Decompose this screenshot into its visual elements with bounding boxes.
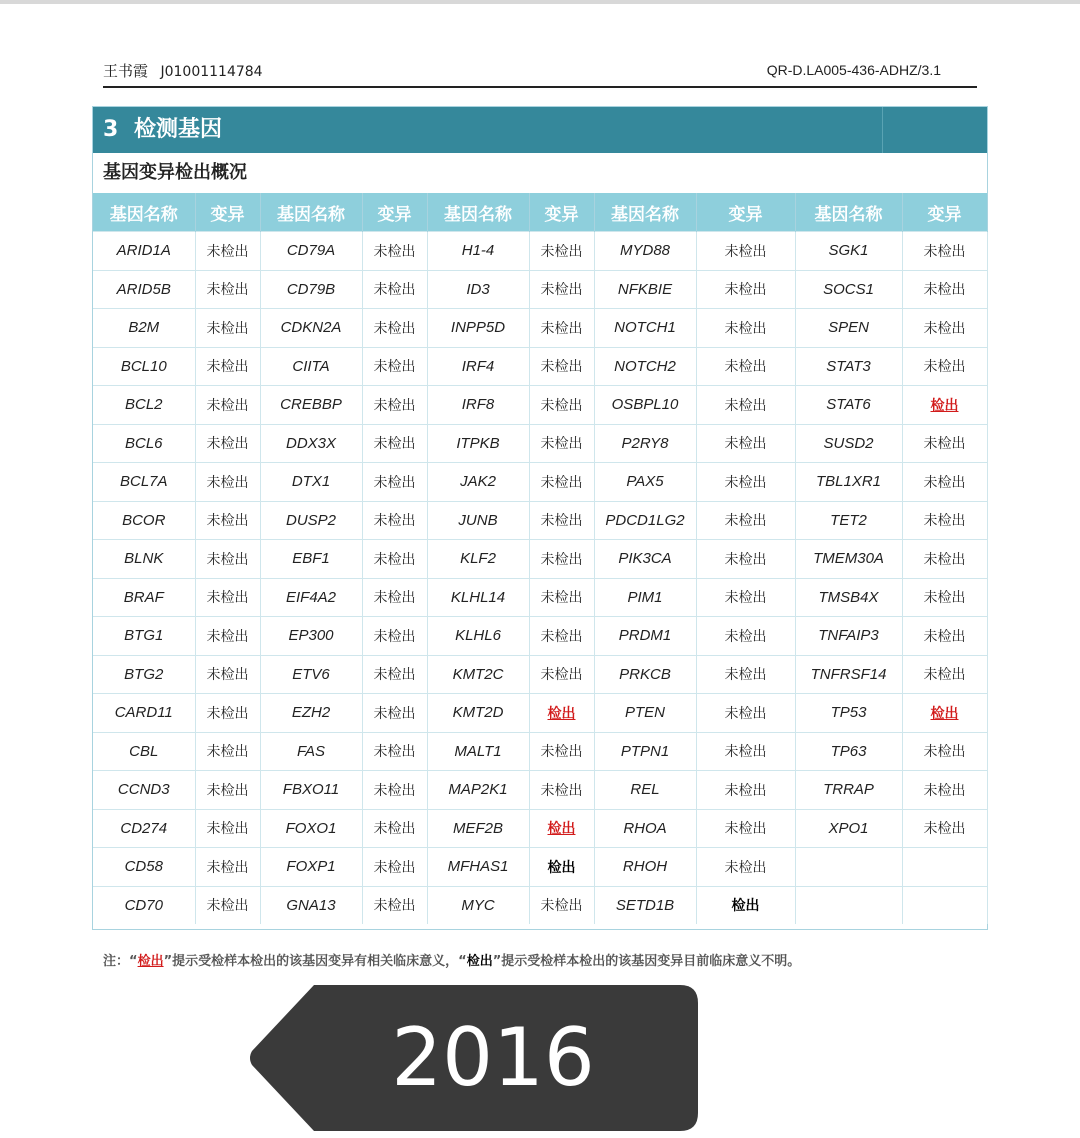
year-label: 2016 [391, 1011, 595, 1104]
section-subtitle: 基因变异检出概况 [103, 162, 247, 183]
variant-status-cell: 未检出 [362, 886, 427, 924]
footnote: 注：“检出”提示受检样本检出的该基因变异有相关临床意义，“检出”提示受检样本检出的该基因变异目前临床意义不明。 [103, 954, 801, 969]
gene-name-cell: MALT1 [427, 732, 529, 771]
gene-name-cell: H1-4 [427, 232, 529, 271]
gene-name-cell: KLHL6 [427, 617, 529, 656]
gene-name-cell: ETV6 [260, 655, 362, 694]
gene-name-cell: OSBPL10 [594, 386, 696, 425]
top-divider [0, 0, 1080, 4]
header-gene-name: 基因名称 [260, 193, 362, 232]
gene-name-cell: EBF1 [260, 540, 362, 579]
variant-status-cell: 未检出 [362, 270, 427, 309]
table-row [93, 540, 987, 579]
variant-status-cell: 未检出 [195, 501, 260, 540]
gene-name-cell: BTG1 [93, 617, 195, 656]
variant-status-cell: 未检出 [696, 501, 795, 540]
gene-name-cell: MYC [427, 886, 529, 924]
variant-status-cell: 未检出 [529, 463, 594, 502]
gene-name-cell: TMSB4X [795, 578, 902, 617]
gene-name-cell: TP63 [795, 732, 902, 771]
gene-name-cell: INPP5D [427, 309, 529, 348]
gene-name-cell: FOXP1 [260, 848, 362, 887]
gene-name-cell: GNA13 [260, 886, 362, 924]
header-variant: 变异 [696, 193, 795, 232]
gene-name-cell: EIF4A2 [260, 578, 362, 617]
gene-name-cell [795, 886, 902, 924]
header-gene-name: 基因名称 [93, 193, 195, 232]
gene-name-cell: TRRAP [795, 771, 902, 810]
variant-status-cell: 检出 [902, 694, 987, 733]
gene-name-cell [795, 848, 902, 887]
variant-status-cell: 未检出 [529, 424, 594, 463]
variant-status-cell: 未检出 [529, 347, 594, 386]
year-scroll-overlay[interactable] [248, 985, 698, 1131]
gene-name-cell: MFHAS1 [427, 848, 529, 887]
gene-name-cell: CD79B [260, 270, 362, 309]
gene-name-cell: FAS [260, 732, 362, 771]
gene-name-cell: BCL10 [93, 347, 195, 386]
variant-status-cell: 未检出 [696, 771, 795, 810]
gene-name-cell: BLNK [93, 540, 195, 579]
gene-name-cell: NOTCH2 [594, 347, 696, 386]
variant-status-cell: 未检出 [902, 540, 987, 579]
gene-name-cell: TNFAIP3 [795, 617, 902, 656]
gene-name-cell: P2RY8 [594, 424, 696, 463]
variant-status-cell: 检出 [529, 848, 594, 887]
variant-status-cell: 未检出 [696, 347, 795, 386]
gene-name-cell: ARID5B [93, 270, 195, 309]
variant-status-cell: 未检出 [195, 655, 260, 694]
table-row [93, 655, 987, 694]
sample-id: J01001114784 [160, 64, 263, 80]
variant-status-cell: 未检出 [696, 809, 795, 848]
variant-status-cell: 未检出 [902, 424, 987, 463]
gene-name-cell: REL [594, 771, 696, 810]
table-row [93, 848, 987, 887]
table-row [93, 232, 987, 271]
gene-name-cell: SUSD2 [795, 424, 902, 463]
variant-status-cell: 未检出 [902, 771, 987, 810]
table-row [93, 694, 987, 733]
gene-name-cell: RHOA [594, 809, 696, 848]
variant-status-cell: 未检出 [902, 347, 987, 386]
gene-name-cell: DTX1 [260, 463, 362, 502]
gene-name-cell: PRKCB [594, 655, 696, 694]
gene-name-cell: BRAF [93, 578, 195, 617]
variant-status-cell: 未检出 [362, 309, 427, 348]
variant-status-cell: 未检出 [529, 617, 594, 656]
gene-name-cell: EP300 [260, 617, 362, 656]
table-body [93, 232, 987, 925]
variant-status-cell: 未检出 [195, 617, 260, 656]
variant-status-cell: 未检出 [696, 270, 795, 309]
section-title: 检测基因 [133, 117, 222, 142]
gene-name-cell: SPEN [795, 309, 902, 348]
gene-name-cell: IRF8 [427, 386, 529, 425]
variant-status-cell: 未检出 [902, 501, 987, 540]
variant-status-cell: 未检出 [529, 501, 594, 540]
gene-name-cell: SOCS1 [795, 270, 902, 309]
variant-status-cell: 未检出 [195, 424, 260, 463]
variant-status-cell: 未检出 [362, 655, 427, 694]
header-variant: 变异 [362, 193, 427, 232]
variant-status-cell: 未检出 [529, 270, 594, 309]
variant-status-cell: 未检出 [696, 424, 795, 463]
variant-status-cell: 未检出 [195, 540, 260, 579]
gene-name-cell: CD58 [93, 848, 195, 887]
variant-status-cell [902, 848, 987, 887]
table-row [93, 347, 987, 386]
variant-status-cell: 未检出 [696, 655, 795, 694]
variant-status-cell: 检出 [529, 694, 594, 733]
variant-status-cell: 检出 [902, 386, 987, 425]
gene-name-cell: KLF2 [427, 540, 529, 579]
variant-status-cell: 未检出 [362, 424, 427, 463]
patient-name: 王书霞 [103, 62, 149, 80]
note-red-text: 提示受检样本检出的该基因变异有相关临床意义， [172, 954, 459, 969]
gene-name-cell: FBXO11 [260, 771, 362, 810]
variant-status-cell: 检出 [529, 809, 594, 848]
header-variant: 变异 [902, 193, 987, 232]
variant-status-cell: 未检出 [362, 232, 427, 271]
variant-status-cell: 未检出 [529, 540, 594, 579]
variant-status-cell: 未检出 [362, 771, 427, 810]
gene-name-cell: PIK3CA [594, 540, 696, 579]
gene-name-cell: PRDM1 [594, 617, 696, 656]
gene-name-cell: JUNB [427, 501, 529, 540]
header-gene-name: 基因名称 [594, 193, 696, 232]
variant-status-cell: 未检出 [902, 732, 987, 771]
document-code: QR-D.LA005-436-ADHZ/3.1 [766, 62, 941, 78]
note-black-text: 提示受检样本检出的该基因变异目前临床意义不明。 [501, 954, 801, 969]
table-row [93, 386, 987, 425]
gene-name-cell: CARD11 [93, 694, 195, 733]
table-row [93, 617, 987, 656]
gene-name-cell: B2M [93, 309, 195, 348]
gene-name-cell: SGK1 [795, 232, 902, 271]
variant-status-cell: 未检出 [529, 386, 594, 425]
gene-name-cell: DDX3X [260, 424, 362, 463]
variant-status-cell: 未检出 [195, 886, 260, 924]
detected-genes-section [92, 106, 988, 930]
gene-name-cell: KLHL14 [427, 578, 529, 617]
variant-status-cell: 未检出 [362, 540, 427, 579]
table-row [93, 886, 987, 924]
patient-info [103, 60, 263, 81]
table-row [93, 463, 987, 502]
gene-name-cell: JAK2 [427, 463, 529, 502]
variant-status-cell: 未检出 [529, 732, 594, 771]
gene-name-cell: TMEM30A [795, 540, 902, 579]
variant-status-cell: 未检出 [529, 886, 594, 924]
variant-status-cell: 未检出 [362, 501, 427, 540]
variant-status-cell: 未检出 [195, 809, 260, 848]
gene-name-cell: CD79A [260, 232, 362, 271]
variant-status-cell: 未检出 [696, 617, 795, 656]
variant-status-cell: 未检出 [195, 732, 260, 771]
table-row [93, 578, 987, 617]
header-variant: 变异 [529, 193, 594, 232]
gene-name-cell: ID3 [427, 270, 529, 309]
gene-name-cell: TNFRSF14 [795, 655, 902, 694]
variant-status-cell: 未检出 [195, 463, 260, 502]
variant-status-cell: 未检出 [529, 309, 594, 348]
variant-status-cell: 未检出 [696, 309, 795, 348]
variant-status-cell: 未检出 [195, 309, 260, 348]
header-gene-name: 基因名称 [427, 193, 529, 232]
variant-status-cell: 未检出 [696, 540, 795, 579]
report-header [103, 58, 977, 88]
variant-status-cell: 未检出 [902, 617, 987, 656]
table-row [93, 771, 987, 810]
variant-status-cell: 未检出 [902, 809, 987, 848]
header-gene-name: 基因名称 [795, 193, 902, 232]
section-number: 3 [103, 117, 119, 142]
variant-status-cell: 未检出 [529, 578, 594, 617]
variant-status-cell: 未检出 [529, 771, 594, 810]
gene-name-cell: TP53 [795, 694, 902, 733]
gene-name-cell: BCL7A [93, 463, 195, 502]
variant-status-cell: 未检出 [362, 809, 427, 848]
gene-name-cell: MAP2K1 [427, 771, 529, 810]
gene-name-cell: CD274 [93, 809, 195, 848]
variant-status-cell: 未检出 [362, 617, 427, 656]
variant-status-cell: 未检出 [362, 578, 427, 617]
gene-name-cell: FOXO1 [260, 809, 362, 848]
variant-status-cell: 未检出 [696, 386, 795, 425]
variant-status-cell: 未检出 [696, 848, 795, 887]
variant-status-cell: 未检出 [696, 732, 795, 771]
variant-status-cell: 未检出 [195, 232, 260, 271]
gene-name-cell: TET2 [795, 501, 902, 540]
gene-name-cell: IRF4 [427, 347, 529, 386]
variant-status-cell: 检出 [696, 886, 795, 924]
note-prefix: 注： [103, 954, 130, 969]
gene-name-cell: CIITA [260, 347, 362, 386]
gene-name-cell: CD70 [93, 886, 195, 924]
variant-status-cell: 未检出 [195, 347, 260, 386]
gene-name-cell: CBL [93, 732, 195, 771]
variant-status-cell: 未检出 [902, 270, 987, 309]
variant-status-cell: 未检出 [195, 694, 260, 733]
gene-name-cell: PTEN [594, 694, 696, 733]
gene-name-cell: BCL2 [93, 386, 195, 425]
table-row [93, 501, 987, 540]
gene-name-cell: PDCD1LG2 [594, 501, 696, 540]
note-black-term: 检出 [466, 954, 493, 969]
gene-name-cell: KMT2D [427, 694, 529, 733]
variant-status-cell: 未检出 [902, 463, 987, 502]
gene-variant-table [93, 193, 988, 924]
gene-name-cell: PTPN1 [594, 732, 696, 771]
variant-status-cell: 未检出 [195, 578, 260, 617]
gene-name-cell: STAT6 [795, 386, 902, 425]
gene-name-cell: EZH2 [260, 694, 362, 733]
variant-status-cell [902, 886, 987, 924]
variant-status-cell: 未检出 [362, 386, 427, 425]
variant-status-cell: 未检出 [902, 232, 987, 271]
gene-name-cell: STAT3 [795, 347, 902, 386]
title-bar-cap [882, 107, 987, 153]
variant-status-cell: 未检出 [362, 732, 427, 771]
variant-status-cell: 未检出 [696, 463, 795, 502]
gene-name-cell: ITPKB [427, 424, 529, 463]
variant-status-cell: 未检出 [529, 655, 594, 694]
variant-status-cell: 未检出 [195, 386, 260, 425]
gene-name-cell: XPO1 [795, 809, 902, 848]
gene-name-cell: NOTCH1 [594, 309, 696, 348]
variant-status-cell: 未检出 [362, 463, 427, 502]
table-row [93, 809, 987, 848]
gene-name-cell: BCL6 [93, 424, 195, 463]
table-header-row [93, 193, 987, 232]
variant-status-cell: 未检出 [529, 232, 594, 271]
gene-name-cell: ARID1A [93, 232, 195, 271]
table-row [93, 732, 987, 771]
variant-status-cell: 未检出 [902, 655, 987, 694]
variant-status-cell: 未检出 [902, 578, 987, 617]
variant-status-cell: 未检出 [696, 694, 795, 733]
variant-status-cell: 未检出 [696, 232, 795, 271]
variant-status-cell: 未检出 [362, 347, 427, 386]
gene-name-cell: CREBBP [260, 386, 362, 425]
gene-name-cell: MYD88 [594, 232, 696, 271]
gene-name-cell: PAX5 [594, 463, 696, 502]
variant-status-cell: 未检出 [195, 848, 260, 887]
gene-name-cell: DUSP2 [260, 501, 362, 540]
gene-name-cell: NFKBIE [594, 270, 696, 309]
gene-name-cell: KMT2C [427, 655, 529, 694]
variant-status-cell: 未检出 [696, 578, 795, 617]
header-variant: 变异 [195, 193, 260, 232]
variant-status-cell: 未检出 [362, 694, 427, 733]
gene-name-cell: BTG2 [93, 655, 195, 694]
variant-status-cell: 未检出 [195, 771, 260, 810]
table-row [93, 309, 987, 348]
variant-status-cell: 未检出 [195, 270, 260, 309]
table-row [93, 424, 987, 463]
gene-name-cell: CDKN2A [260, 309, 362, 348]
gene-name-cell: TBL1XR1 [795, 463, 902, 502]
gene-name-cell: SETD1B [594, 886, 696, 924]
variant-status-cell: 未检出 [362, 848, 427, 887]
table-row [93, 270, 987, 309]
section-title-bar [93, 107, 987, 153]
gene-name-cell: RHOH [594, 848, 696, 887]
gene-name-cell: BCOR [93, 501, 195, 540]
gene-name-cell: MEF2B [427, 809, 529, 848]
variant-status-cell: 未检出 [902, 309, 987, 348]
note-red-term: 检出 [137, 954, 164, 969]
gene-name-cell: PIM1 [594, 578, 696, 617]
gene-name-cell: CCND3 [93, 771, 195, 810]
